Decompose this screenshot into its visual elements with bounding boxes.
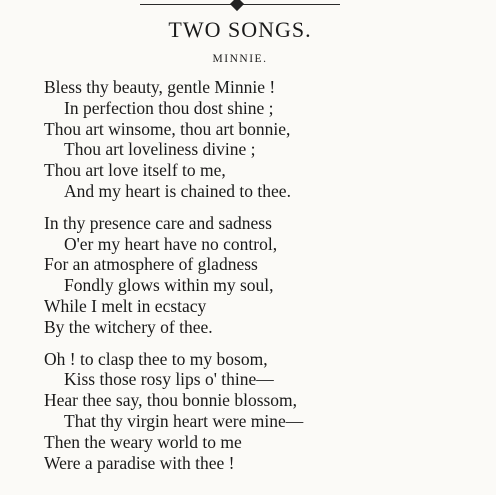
poem-line: Thou art loveliness divine ; (64, 139, 256, 160)
poem-line: That thy virgin heart were mine— (64, 410, 304, 431)
poem-line: Were a paradise with thee ! (44, 452, 235, 473)
poem-body (44, 77, 484, 484)
poem-line: For an atmosphere of gladness (44, 254, 258, 275)
page-title: TWO SONGS. (168, 17, 312, 42)
stanza (44, 213, 484, 338)
poem-subtitle: MINNIE. (212, 53, 268, 65)
poem-line: While I melt in ecstacy (44, 295, 207, 316)
poem-line: Oh ! to clasp thee to my bosom, (44, 348, 268, 369)
header-rule (140, 4, 340, 5)
poem-line: By the witchery of thee. (44, 316, 213, 337)
poem-line: Bless thy beauty, gentle Minnie ! (44, 77, 276, 97)
poem-line: Fondly glows within my soul, (64, 275, 274, 296)
poem-line: In perfection thou dost shine ; (64, 97, 274, 118)
stanza (44, 349, 484, 474)
poem-line: Thou art love itself to me, (44, 160, 226, 181)
poem-line: And my heart is chained to thee. (64, 180, 291, 201)
diamond-ornament-icon (230, 0, 244, 11)
poem-line: Kiss those rosy lips o' thine— (64, 369, 274, 390)
poem-line: O'er my heart have no control, (64, 233, 278, 254)
stanza (44, 77, 484, 202)
poem-line: Then the weary world to me (44, 431, 242, 452)
poem-line: In thy presence care and sadness (44, 212, 272, 233)
poem-line: Hear thee say, thou bonnie blossom, (44, 390, 298, 411)
poem-line: Thou art winsome, thou art bonnie, (44, 118, 291, 139)
